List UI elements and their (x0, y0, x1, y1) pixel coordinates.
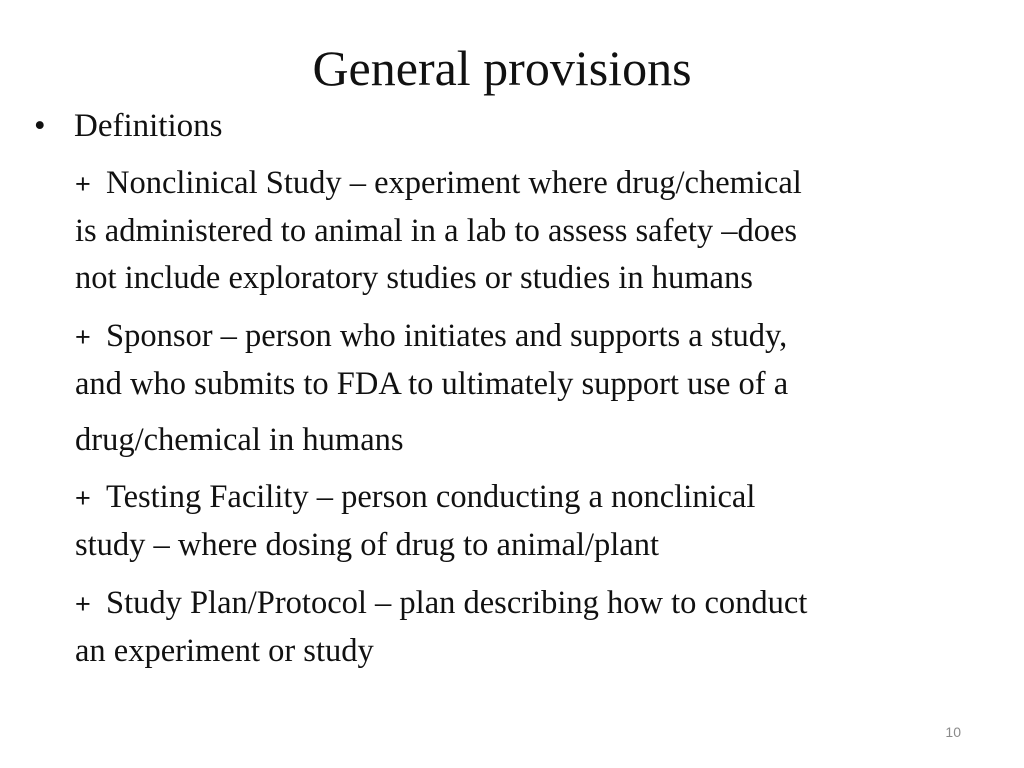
definition-testing-facility (75, 474, 975, 569)
definition-line (75, 160, 975, 208)
plus-icon: + (75, 322, 91, 352)
bullet-definitions (34, 104, 222, 148)
slide-title: General provisions (312, 40, 692, 96)
plus-icon: + (75, 483, 91, 513)
definition-text: Nonclinical Study – experiment where drug/chemical (106, 165, 802, 201)
slide-number: 10 (945, 724, 961, 740)
plus-icon: + (75, 589, 91, 619)
definition-nonclinical-study (75, 160, 975, 302)
definition-line: and who submits to FDA to ultimately support use of a (75, 366, 789, 402)
definition-text: Study Plan/Protocol – plan describing how to conduct (106, 585, 808, 621)
definition-line: an experiment or study (75, 633, 374, 669)
definition-text: Sponsor – person who initiates and supports a study, (106, 318, 788, 354)
definition-line: study – where dosing of drug to animal/plant (75, 527, 660, 563)
definition-line (75, 313, 975, 361)
definition-sponsor (75, 313, 975, 464)
definition-line (75, 580, 975, 628)
bullet-label: Definitions (74, 108, 223, 144)
bullet-dot-icon: • (34, 108, 46, 144)
definition-line: not include exploratory studies or studies in humans (75, 260, 753, 296)
definition-study-plan (75, 580, 975, 675)
definition-line: drug/chemical in humans (75, 422, 404, 458)
definition-text: Testing Facility – person conducting a nonclinical (106, 479, 756, 515)
plus-icon: + (75, 169, 91, 199)
definition-line: is administered to animal in a lab to assess safety –does (75, 213, 798, 249)
definition-line (75, 474, 975, 522)
